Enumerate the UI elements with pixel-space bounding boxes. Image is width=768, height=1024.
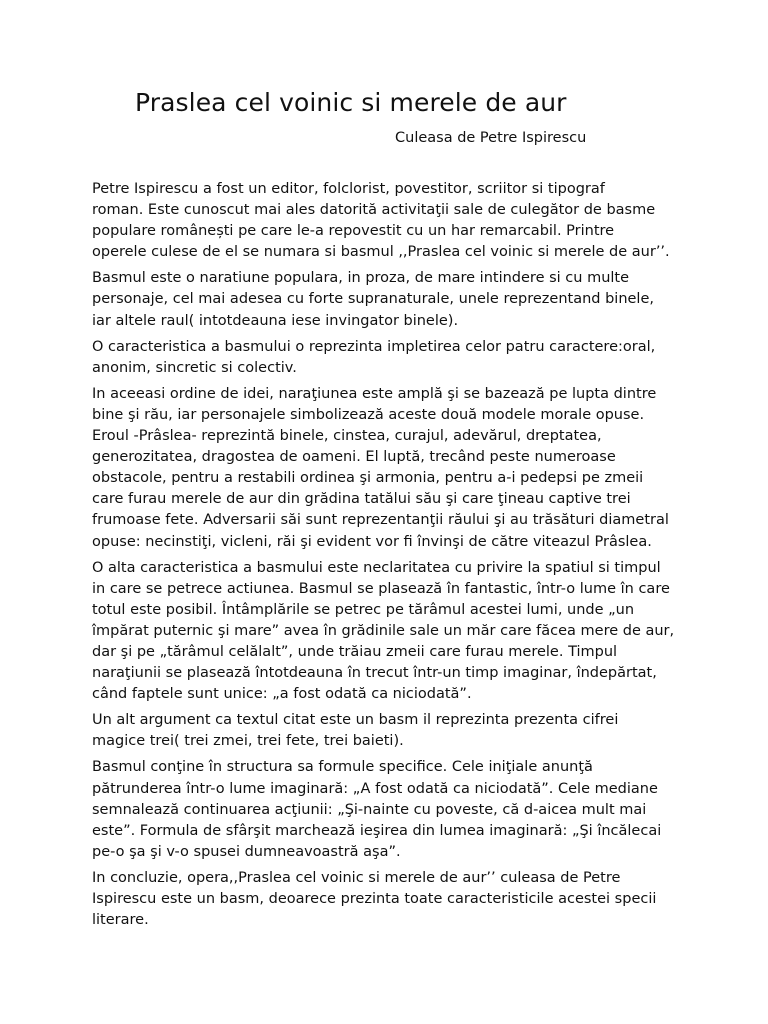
paragraph: O caracteristica a basmului o reprezinta impletirea celor patru caractere:oral, anonim, sincretic si colectiv.	[92, 338, 656, 376]
document-body	[92, 179, 682, 936]
paragraph: Petre Ispirescu a fost un editor, folclorist, povestitor, scriitor si tipograf roman. Este cunoscut mai ales datorită activitaţii sale de culegător de basme populare românești pe care le-a repovestit cu un har remarcabil. Printre operele culese de el se numara si basmul ,,Praslea cel voinic si merele de aur’’.	[92, 181, 670, 261]
paragraph: In concluzie, opera,,Praslea cel voinic si merele de aur’’ culeasa de Petre Ispirescu este un basm, deoarece prezinta toate caracteristicile acestei specii literare.	[92, 869, 657, 929]
paragraph: O alta caracteristica a basmului este neclaritatea cu privire la spatiul si timpul in care se petrece actiunea. Basmul se plasează în fantastic, într-o lume în care totul este posibil. Întâmplările se petrec pe tărâmul acestei lumi, unde „un împărat puternic şi mare” avea în grădinile sale un măr care făcea mere de aur, dar şi pe „tărâmul celălalt”, unde trăiau zmeii care furau merele. Timpul naraţiunii se plasează întotdeauna în trecut într-un timp imaginar, îndepărtat, când faptele sunt unice: „a fost odată ca niciodată”.	[92, 559, 675, 703]
paragraph: In aceeasi ordine de idei, naraţiunea este amplă şi se bazează pe lupta dintre bine şi rău, iar personajele simbolizează aceste două modele morale opuse. Eroul -Prâslea- reprezintă binele, cinstea, curajul, adevărul, dreptatea, generozitatea, dragostea de oameni. El luptă, trecând peste numeroase obstacole, pentru a restabili ordinea şi armonia, pentru a-i pedepsi pe zmeii care furau merele de aur din grădina tatălui său şi care ţineau captive trei frumoase fete. Adversarii săi sunt reprezentanţii răului şi au trăsături diametral opuse: necinstiţi, vicleni, răi şi evident vor fi învinşi de către viteazul Prâslea.	[92, 385, 669, 550]
document-title: Praslea cel voinic si merele de aur	[135, 88, 567, 117]
document-subtitle: Culeasa de Petre Ispirescu	[395, 130, 587, 146]
paragraph: Un alt argument ca textul citat este un basm il reprezinta prezenta cifrei magice trei( trei zmei, trei fete, trei baieti).	[92, 712, 619, 750]
paragraph: Basmul este o naratiune populara, in proza, de mare intindere si cu multe personaje, cel mai adesea cu forte supranaturale, unele reprezentand binele, iar altele raul( intotdeauna iese invingator binele).	[92, 270, 654, 329]
paragraph: Basmul conţine în structura sa formule specifice. Cele iniţiale anunţă pătrunderea într-o lume imaginară: „A fost odată ca niciodată”. Cele mediane semnalează continuarea acţiunii: „Şi-nainte cu poveste, că d-aicea mult mai este”. Formula de sfârşit marchează ieşirea din lumea imaginară: „Şi încălecai pe-o şa şi v-o spusei dumneavoastră aşa”.	[92, 759, 662, 860]
